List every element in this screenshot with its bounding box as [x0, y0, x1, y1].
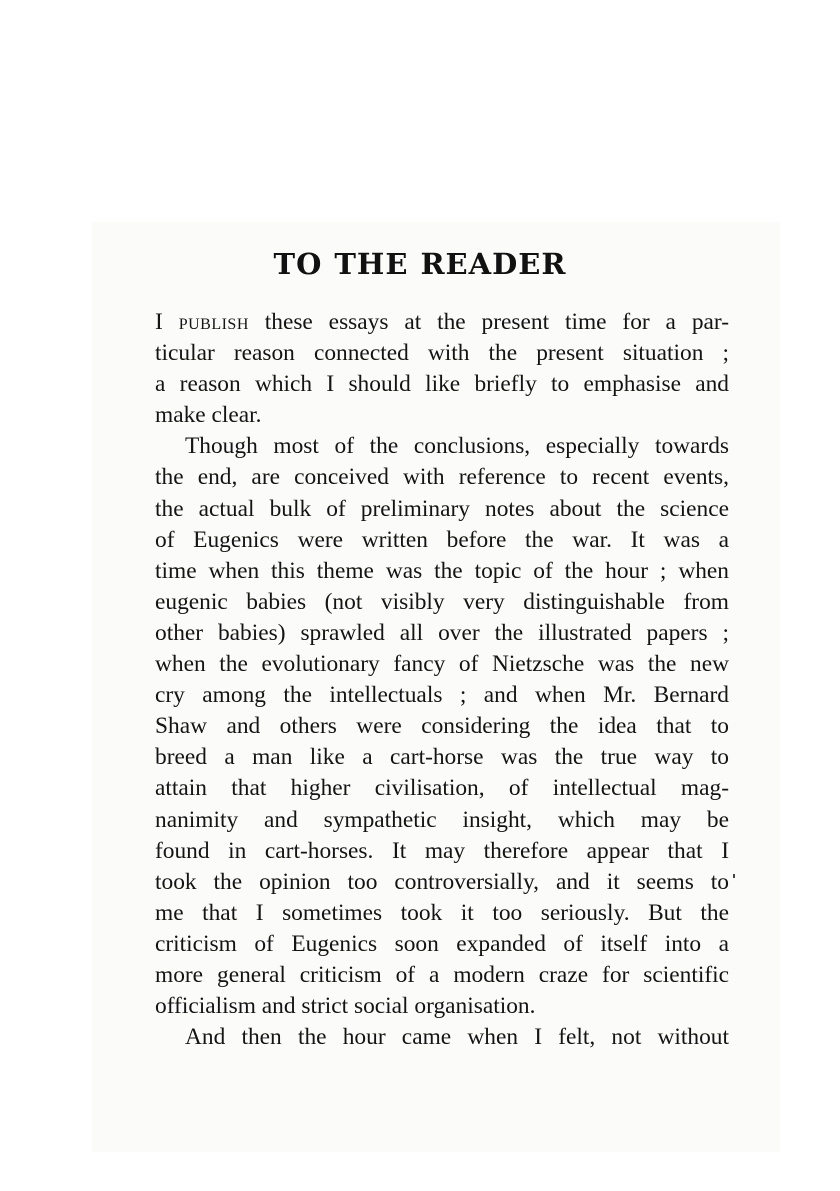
text-line: ticular reason connected with the present situation ; — [155, 340, 729, 367]
text-line: me that I sometimes took it too seriously. But the — [155, 899, 729, 926]
title-word-1: TO — [273, 247, 323, 281]
text-line: make clear. — [155, 402, 262, 429]
text-line: criticism of Eugenics soon expanded of itself into a — [155, 930, 729, 957]
text-line: the actual bulk of preliminary notes about the science — [155, 495, 729, 522]
page-title — [0, 244, 840, 284]
body-text — [155, 307, 729, 1053]
lead-smallcaps: publish — [178, 309, 249, 335]
text-line: officialism and strict social organisation. — [155, 993, 536, 1020]
text-line: found in cart-horses. It may therefore appear that I — [155, 837, 729, 864]
text-line: more general criticism of a modern craze for scientific — [155, 961, 729, 988]
title-word-3: READER — [420, 247, 567, 281]
title-word-2: THE — [334, 247, 409, 281]
text-line: attain that higher civilisation, of intellectual mag- — [155, 775, 729, 802]
paragraph-3 — [155, 1022, 729, 1053]
text-line: Shaw and others were considering the idea that to — [155, 713, 729, 740]
text-line: breed a man like a cart-horse was the true way to — [155, 744, 729, 771]
text-line: nanimity and sympathetic insight, which may be — [155, 806, 729, 833]
text-line: a reason which I should like briefly to emphasise and — [155, 371, 729, 398]
text-line: other babies) sprawled all over the illustrated papers ; — [155, 619, 729, 646]
text-line: And then the hour came when I felt, not without — [185, 1024, 729, 1051]
paragraph-2 — [155, 431, 729, 1022]
text-line: Though most of the conclusions, especially towards — [185, 433, 729, 460]
first-word: I — [155, 309, 163, 335]
text-line: when the evolutionary fancy of Nietzsche was the new — [155, 651, 729, 678]
text-line: the end, are conceived with reference to recent events, — [155, 464, 729, 491]
text-line: took the opinion too controversially, and it seems to — [155, 868, 729, 895]
text-line: of Eugenics were written before the war. It was a — [155, 526, 729, 553]
text-line: cry among the intellectuals ; and when Mr. Bernard — [155, 682, 729, 709]
print-speck — [733, 874, 735, 878]
text-line: I publish these essays at the present time for a par- — [155, 309, 730, 335]
text-line: time when this theme was the topic of the hour ; when — [155, 557, 729, 584]
paragraph-1 — [155, 307, 729, 431]
text-line: eugenic babies (not visibly very distinguishable from — [155, 588, 729, 615]
